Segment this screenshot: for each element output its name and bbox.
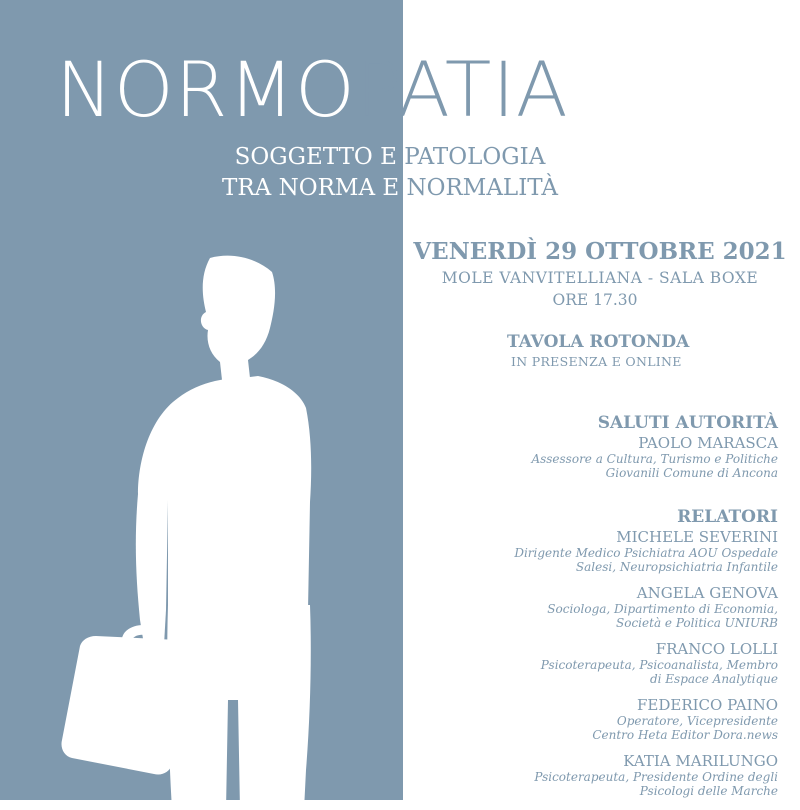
title-part-blue: PATIA [355,45,569,134]
section-heading-saluti: SALUTI AUTORITÀ [597,413,778,433]
speakers-list [398,412,778,808]
person-role: Psicoterapeuta, Psicoanalista, Membro [540,658,778,672]
person-role: Salesi, Neuropsichiatria Infantile [575,560,778,574]
section-heading-relatori: RELATORI [677,507,778,527]
person-role: Società e Politica UNIURB [616,616,778,630]
person-name: FRANCO LOLLI [655,640,778,658]
person-name: ANGELA GENOVA [636,584,778,602]
person-name: KATIA MARILUNGO [623,752,778,770]
person-entry [398,696,778,742]
person-role: di Espace Analytique [649,672,778,686]
person-entry [398,584,778,630]
person-role: Sociologa, Dipartimento di Economia, [547,602,778,616]
person-role: Operatore, Vicepresidente [616,714,778,728]
person-entry [398,434,778,480]
person-role: Assessore a Cultura, Turismo e Politiche [531,452,778,466]
person-role: Centro Heta Editor Dora.news [592,728,778,742]
poster-title [56,45,569,134]
person-name: MICHELE SEVERINI [616,528,778,546]
person-name: PAOLO MARASCA [638,434,778,452]
person-role: Giovanili Comune di Ancona [605,466,778,480]
person-role: Psicologi delle Marche [639,784,778,798]
event-time: ORE 17.30 [552,291,638,309]
format-subtitle: IN PRESENZA E ONLINE [511,354,682,369]
person-role: Dirigente Medico Psichiatra AOU Ospedale [514,546,778,560]
event-date: VENERDÌ 29 OTTOBRE 2021 [413,238,787,265]
person-entry [398,640,778,686]
event-place: MOLE VANVITELLIANA - SALA BOXE [441,269,759,287]
person-entry [398,528,778,574]
title-part-white: NORMO [56,45,356,134]
format-title: TAVOLA ROTONDA [507,332,690,352]
person-entry [398,752,778,798]
subtitle-line-2: TRA NORMA E NORMALITÀ [222,175,558,201]
person-name: FEDERICO PAINO [637,696,778,714]
man-with-suitcase-silhouette-icon [60,250,330,810]
subtitle-line-1: SOGGETTO E PATOLOGIA [234,144,546,170]
person-role: Psicoterapeuta, Presidente Ordine degli [534,770,778,784]
